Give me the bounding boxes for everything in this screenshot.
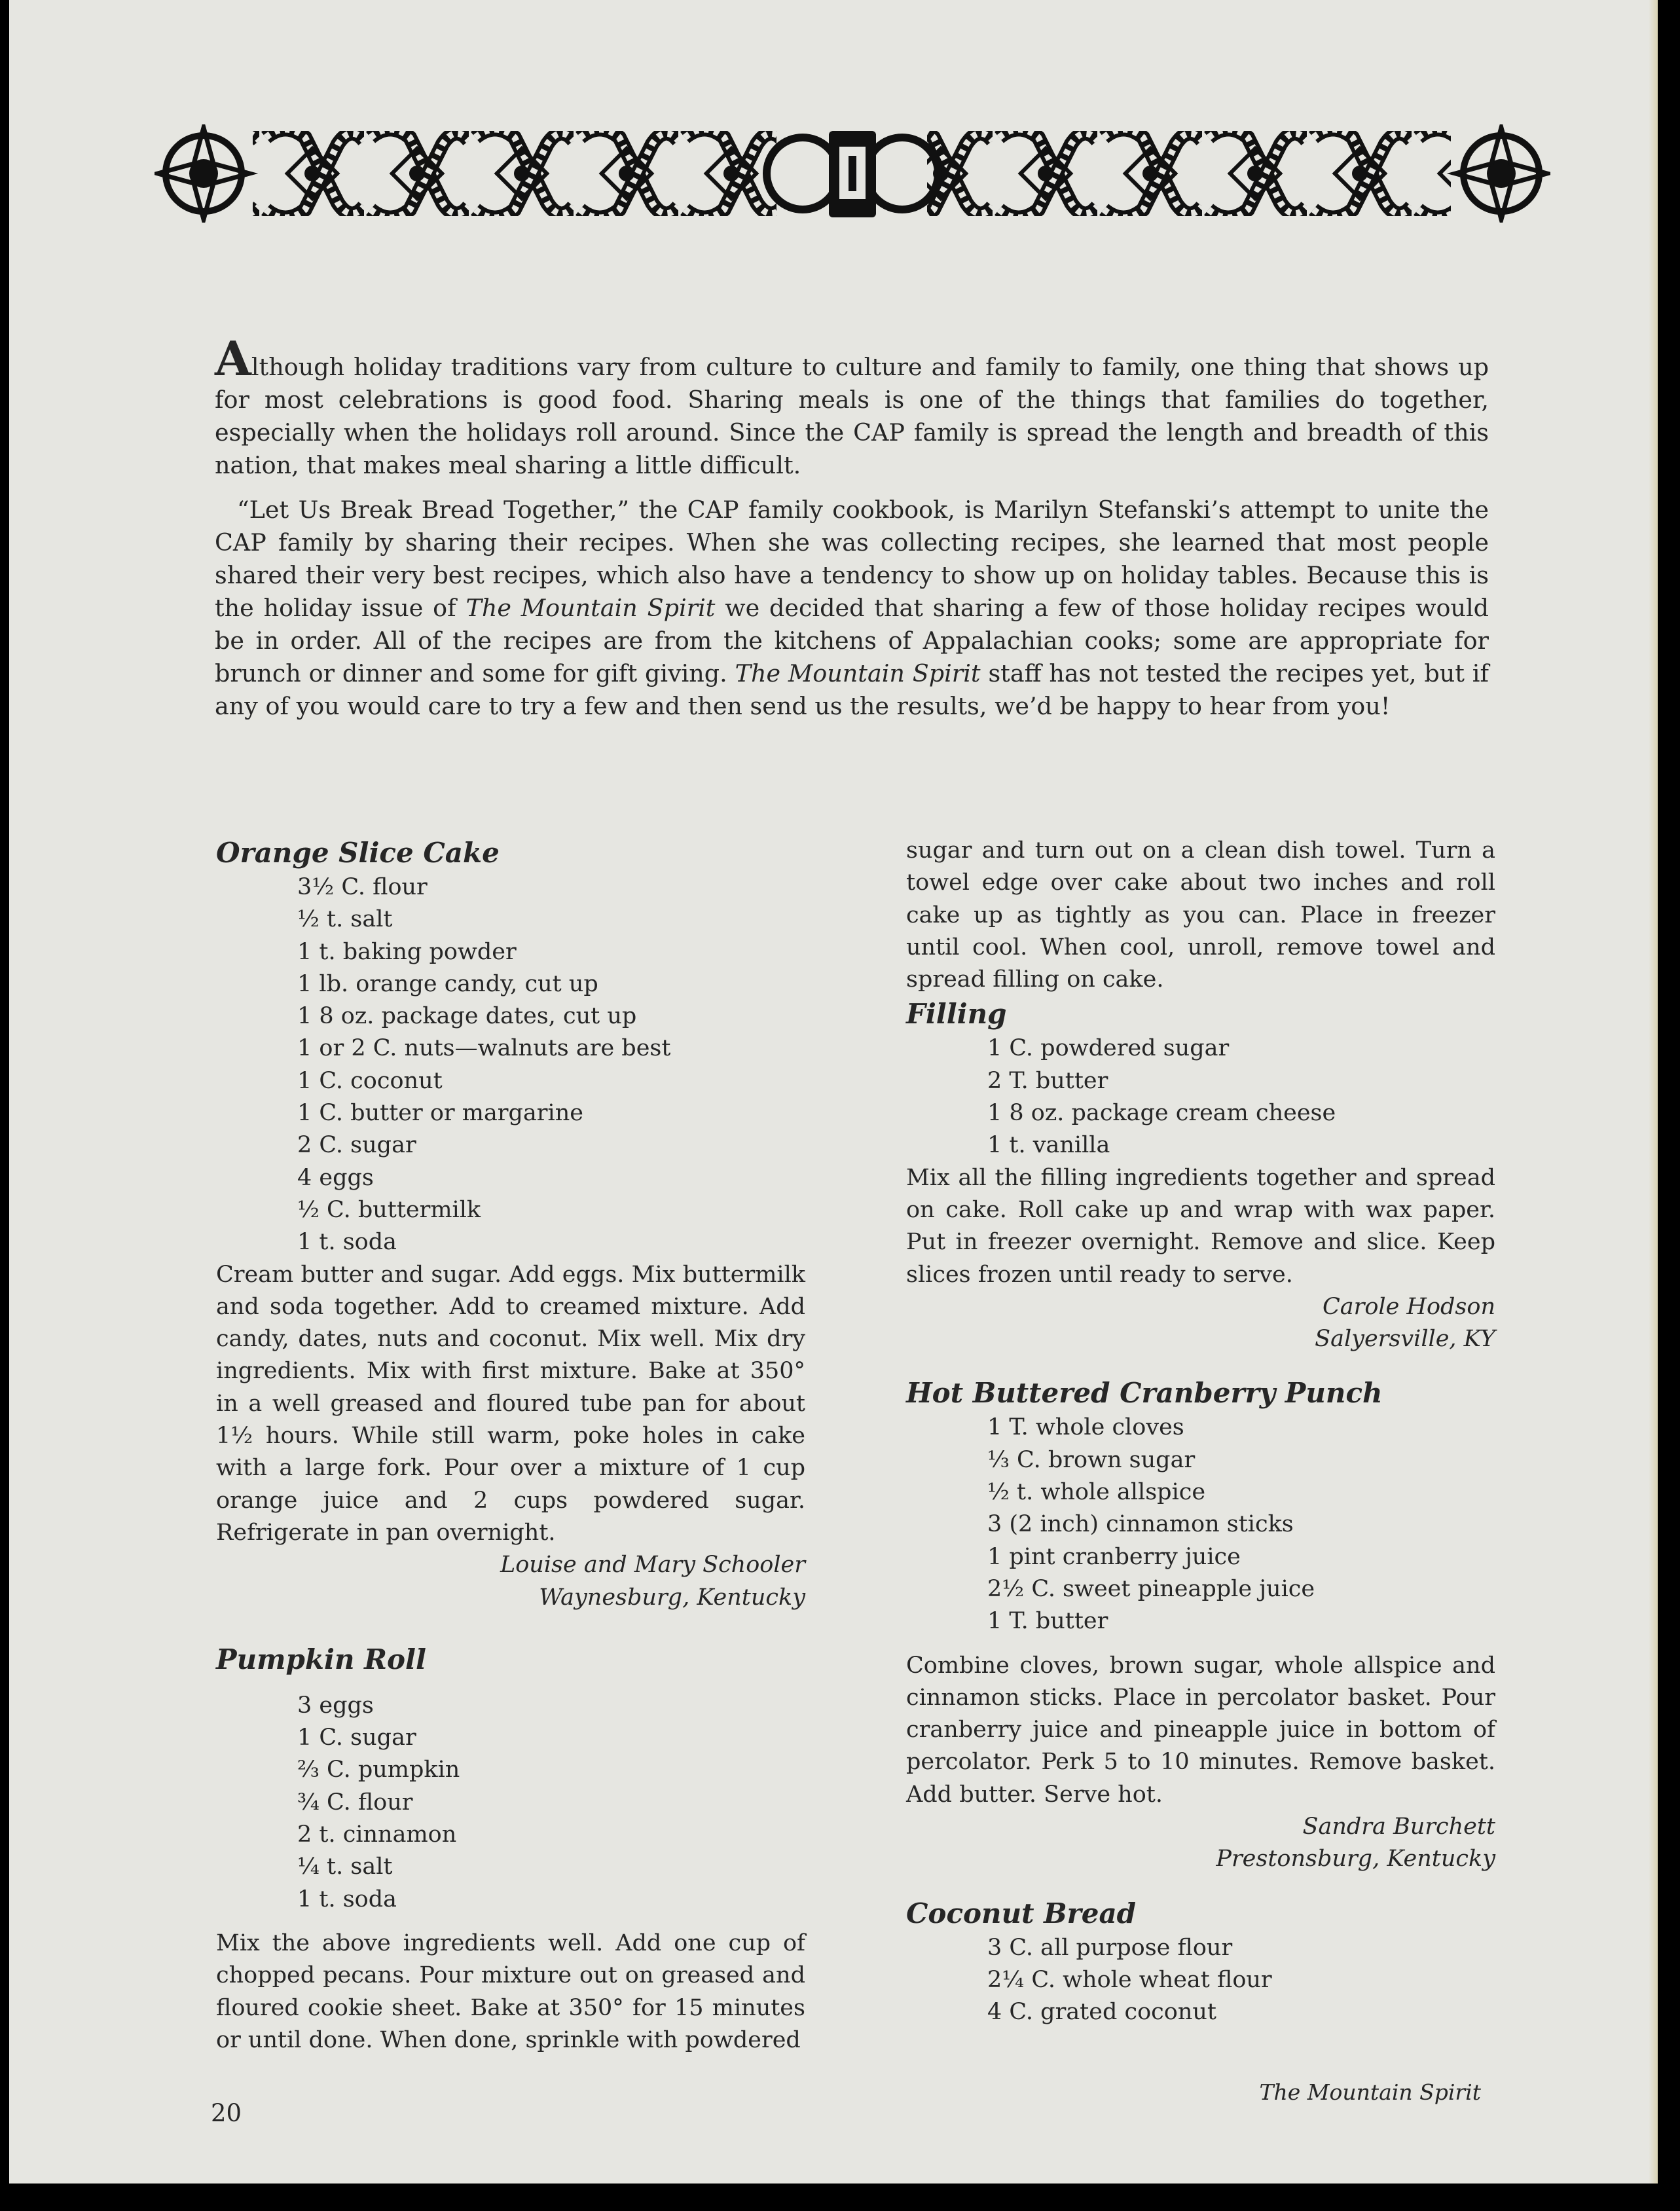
ingredient: 2 C. sugar <box>297 1132 416 1159</box>
ingredient: 3 C. all purpose flour <box>987 1934 1233 1961</box>
ingredient: 1 T. butter <box>987 1608 1108 1635</box>
ingredient: 1 t. soda <box>297 1886 397 1912</box>
ingredient: ⅔ C. pumpkin <box>297 1757 460 1783</box>
right-column <box>906 835 1495 2029</box>
ingredient-list <box>216 871 805 1259</box>
ingredient: 2 t. cinnamon <box>297 1821 457 1848</box>
ingredient: 1 T. whole cloves <box>987 1414 1184 1441</box>
ingredient-list <box>906 1412 1495 1637</box>
directions: Cream butter and sugar. Add eggs. Mix buttermilk and soda together. Add to creamed mixture. Add candy, dates, nuts and coconut. Mix well. Mix dry ingredients. Mix with first mixture. Bake at 350° in a well greased and floured tube pan for about 1½ hours. While still warm, poke holes in cake with a large fork. Pour over a mixture of 1 cup orange juice and 2 cups powdered sugar. Refrigerate in pan overnight. <box>216 1261 805 1546</box>
ingredient: 1 pint cranberry juice <box>987 1543 1241 1570</box>
ingredient: 2¼ C. whole wheat flour <box>987 1966 1272 1993</box>
left-column <box>216 835 805 2056</box>
attribution: Carole Hodson Salyersville, KY <box>1315 1293 1495 1353</box>
ingredient: 3½ C. flour <box>297 874 428 900</box>
ingredient: 1 8 oz. package dates, cut up <box>297 1003 637 1030</box>
center-lantern-wreath-icon <box>767 131 938 217</box>
recipe-title: Orange Slice Cake <box>216 837 500 869</box>
page-number: 20 <box>211 2099 242 2127</box>
ingredient: 1 C. coconut <box>297 1067 443 1094</box>
ingredient: 1 C. sugar <box>297 1725 416 1751</box>
recipe-hot-buttered-cranberry-punch <box>906 1375 1495 1875</box>
ingredient: 1 t. baking powder <box>297 938 517 965</box>
ingredient: 1 t. soda <box>297 1229 397 1256</box>
ingredient-list <box>216 1690 805 1916</box>
ingredient: 1 lb. orange candy, cut up <box>297 970 598 997</box>
recipe-orange-slice-cake <box>216 835 805 1614</box>
ingredient: 3 (2 inch) cinnamon sticks <box>987 1511 1294 1538</box>
directions: Mix all the filling ingredients together and spread on cake. Roll cake up and wrap with wax paper. Put in freezer overnight. Remove and slice. Keep slices frozen until ready to serve. <box>906 1164 1495 1288</box>
ingredient: 2 T. butter <box>987 1067 1108 1094</box>
recipe-title: Filling <box>906 998 1007 1031</box>
directions: Mix the above ingredients well. Add one cup of chopped pecans. Pour mixture out on greased and floured cookie sheet. Bake at 350° for 15 minutes or until done. When done, sprinkle with powdered <box>216 1929 805 2053</box>
ingredient: 4 C. grated coconut <box>987 1999 1216 2026</box>
pumpkin-roll-directions-continued: sugar and turn out on a clean dish towel. Turn a towel edge over cake about two inches and roll cake up as tightly as you can. Place in freezer until cool. When cool, unroll, remove towel and spread filling on cake. <box>906 837 1495 993</box>
ingredient: 1 t. vanilla <box>987 1132 1110 1159</box>
ingredient: ¼ t. salt <box>297 1854 393 1880</box>
ingredient-list <box>906 1032 1495 1161</box>
directions: Combine cloves, brown sugar, whole allspice and cinnamon sticks. Place in percolator basket. Pour cranberry juice and pineapple juice in bottom of percolator. Perk 5 to 10 minutes. Remove basket. Add butter. Serve hot. <box>906 1652 1495 1808</box>
ingredient: ¾ C. flour <box>297 1789 413 1816</box>
ingredient: 1 C. butter or margarine <box>297 1100 583 1127</box>
poinsettia-left-icon <box>158 128 249 219</box>
ingredient: 1 8 oz. package cream cheese <box>987 1100 1336 1127</box>
ingredient: 1 C. powdered sugar <box>987 1035 1230 1062</box>
ingredient-list <box>906 1932 1495 2029</box>
ingredient: ½ t. whole allspice <box>987 1479 1206 1506</box>
attribution: Sandra Burchett Prestonsburg, Kentucky <box>1216 1814 1495 1873</box>
ingredient: 4 eggs <box>297 1164 374 1191</box>
intro-paragraph-2: “Let Us Break Bread Together,” the CAP family cookbook, is Marilyn Stefanski’s attempt to unite the CAP family by sharing their recipes. When she was collecting recipes, she learned that most people shared their very best recipes, which also have a tendency to show up on holiday tables. Because this is the holiday issue of The Mountain Spirit we decided that sharing a few of those holiday recipes would be in order. All of the recipes are from the kitchens of Appalachian cooks; some are appropriate for brunch or dinner and some for gift giving. The Mountain Spirit staff has not tested the recipes yet, but if any of you would care to try a few and then send us the results, we’d be happy to hear from you! <box>215 496 1489 720</box>
ingredient: ½ t. salt <box>297 906 393 933</box>
ingredient: 3 eggs <box>297 1692 374 1719</box>
intro-text <box>215 331 1489 735</box>
ingredient: 2½ C. sweet pineapple juice <box>987 1575 1315 1602</box>
poinsettia-right-icon <box>1455 128 1547 219</box>
drop-cap: A <box>215 331 251 386</box>
recipe-filling <box>906 996 1495 1355</box>
recipe-title: Pumpkin Roll <box>216 1643 426 1675</box>
ingredient: 1 or 2 C. nuts—walnuts are best <box>297 1035 671 1062</box>
ingredient: ⅓ C. brown sugar <box>987 1446 1196 1473</box>
ingredient: ½ C. buttermilk <box>297 1196 481 1223</box>
publication-name: The Mountain Spirit <box>1259 2079 1481 2105</box>
attribution: Louise and Mary Schooler Waynesburg, Kentucky <box>500 1552 805 1611</box>
recipe-title: Hot Buttered Cranberry Punch <box>906 1377 1383 1410</box>
magazine-page <box>9 0 1658 2184</box>
recipe-title: Coconut Bread <box>906 1897 1137 1929</box>
holiday-border-ornament <box>155 124 1550 223</box>
recipe-coconut-bread <box>906 1895 1495 2029</box>
intro-paragraph-1: Although holiday traditions vary from culture to culture and family to family, one thing that shows up for most celebrations is good food. Sharing meals is one of the things that families do together, especially when the holidays roll around. Since the CAP family is spread the length and breadth of this nation, that makes meal sharing a little difficult. <box>215 331 1489 479</box>
recipe-pumpkin-roll <box>216 1641 805 2056</box>
